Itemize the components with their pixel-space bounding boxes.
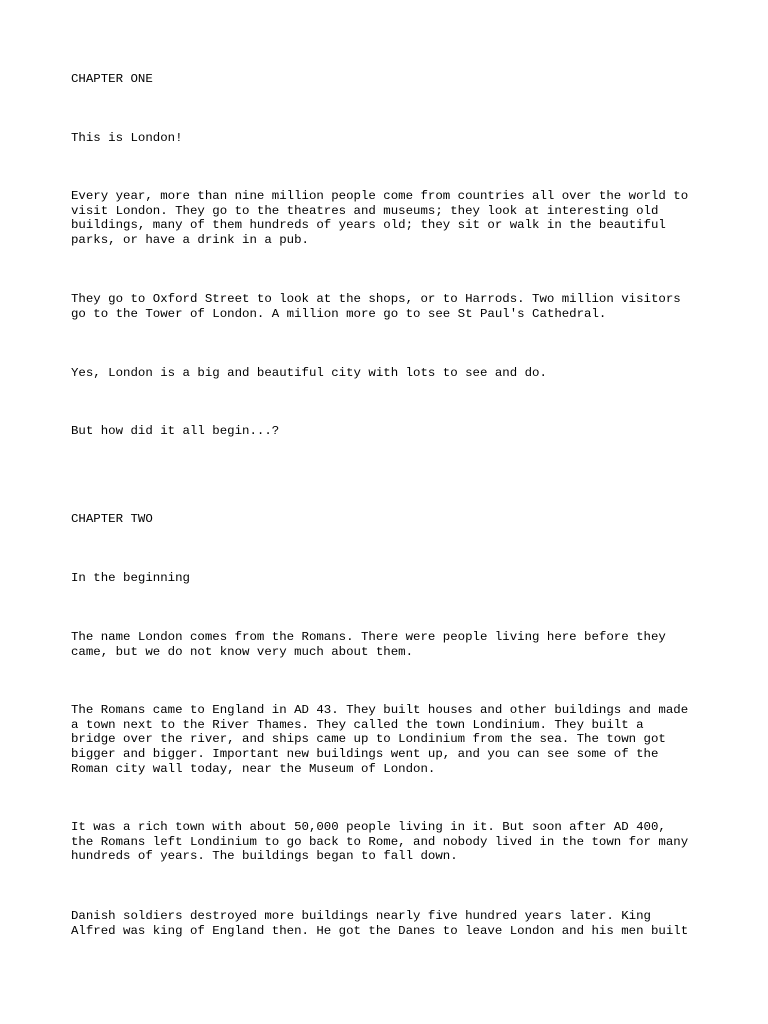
paragraph: The name London comes from the Romans. There were people living here before they came, but we do not know very much about them. [71,630,666,659]
paragraph: Yes, London is a big and beautiful city with lots to see and do. [71,366,547,380]
chapter-heading: CHAPTER TWO [71,512,153,526]
paragraph: Every year, more than nine million people come from countries all over the world to visit London. They go to the theatres and museums; they look at interesting old buildings, many of them hundreds of years old; they sit or walk in the beautiful parks, or have a drink in a pub. [71,189,689,248]
paragraph: The Romans came to England in AD 43. They built houses and other buildings and made a town next to the River Thames. They called the town Londinium. They built a bridge over the river, and ships came up to Londinium from the sea. The town got bigger and bigger. Important new buildings went up, and you can see some of the Roman city wall today, near the Museum of London. [71,703,689,776]
chapter-title: This is London! [71,131,183,145]
paragraph: It was a rich town with about 50,000 people living in it. But soon after AD 400, the Romans left Londinium to go back to Rome, and nobody lived in the town for many hundreds of years. The buildings began to fall down. [71,820,689,864]
paragraph: But how did it all begin...? [71,424,280,438]
paragraph: They go to Oxford Street to look at the shops, or to Harrods. Two million visitors go to the Tower of London. A million more go to see St Paul's Cathedral. [71,292,681,321]
chapter-title: In the beginning [71,571,190,585]
chapter-heading: CHAPTER ONE [71,72,153,86]
paragraph: Danish soldiers destroyed more buildings nearly five hundred years later. King Alfred was king of England then. He got the Danes to leave London and his men built [71,909,689,938]
